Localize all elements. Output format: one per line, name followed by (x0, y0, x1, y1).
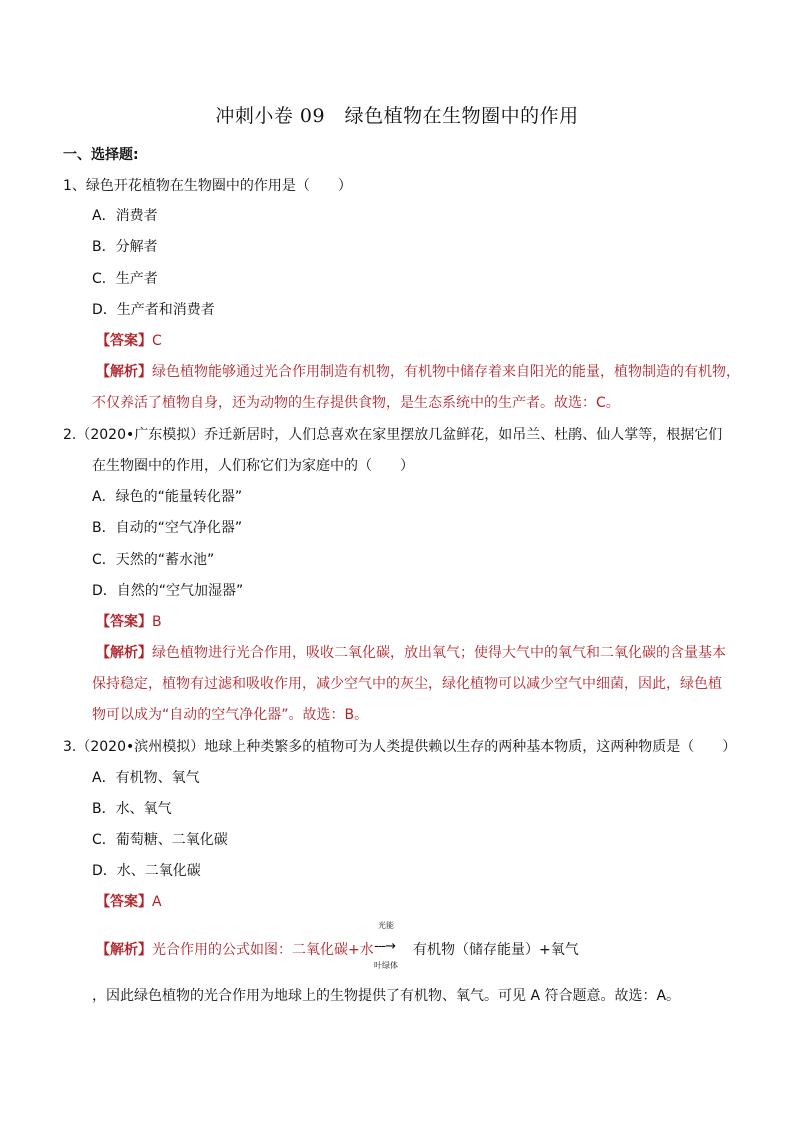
formula-left-side (96, 939, 374, 959)
explanation-label: 【解析】 (96, 364, 152, 380)
q3-answer (96, 892, 162, 912)
q3-option-b: B．水、氧气 (92, 801, 172, 817)
q2-explanation-line-1 (96, 643, 726, 663)
formula-reactants: 光合作用的公式如图：二氧化碳+水 (152, 942, 374, 958)
question-2-stem-line-2: 在生物圈中的作用，人们称它们为家庭中的（ ） (92, 458, 414, 474)
explanation-text: 绿色植物能够通过光合作用制造有机物，有机物中储存着来自阳光的能量，植物制造的有机物， (152, 364, 740, 380)
q3-explanation-line-2: ，因此绿色植物的光合作用为地球上的生物提供了有机物、氧气。可见 A 符合题意。故选：A。 (92, 988, 681, 1004)
question-1-stem: 1、绿色开花植物在生物圈中的作用是（ ） (63, 178, 352, 194)
question-2-stem-line-1: 2.（2020•广东模拟）乔迁新居时，人们总喜欢在家里摆放几盆鲜花，如吊兰、杜鹃、仙人掌等，根据它们 (63, 427, 723, 443)
q2-answer (96, 612, 162, 632)
answer-value: B (152, 614, 162, 630)
question-3-stem: 3.（2020•滨州模拟）地球上种类繁多的植物可为人类提供赖以生存的两种基本物质，这两种物质是（ ） (63, 739, 737, 755)
answer-value: A (152, 894, 162, 910)
q3-option-d: D．水、二氧化碳 (92, 863, 201, 879)
arrow-condition-light: 光能 (378, 921, 394, 930)
answer-label: 【答案】 (96, 614, 152, 630)
page-title: 冲刺小卷 09 绿色植物在生物圈中的作用 (215, 105, 579, 127)
arrow-condition-chloroplast: 叶绿体 (374, 961, 398, 970)
q2-explanation-line-2: 保持稳定，植物有过滤和吸收作用，减少空气中的灰尘，绿化植物可以减少空气中细菌，因此，绿色植 (92, 676, 722, 692)
q1-option-d: D．生产者和消费者 (92, 302, 215, 318)
answer-value: C (152, 333, 162, 349)
formula-products: 有机物（储存能量）+氧气 (413, 942, 579, 958)
explanation-label: 【解析】 (96, 942, 152, 958)
q3-option-c: C．葡萄糖、二氧化碳 (92, 832, 228, 848)
explanation-label: 【解析】 (96, 645, 152, 661)
q1-option-b: B．分解者 (92, 239, 158, 255)
q3-option-a: A．有机物、氧气 (92, 770, 200, 786)
explanation-text: 绿色植物进行光合作用，吸收二氧化碳，放出氧气；使得大气中的氧气和二氧化碳的含量基本 (152, 645, 726, 661)
q1-answer (96, 331, 162, 351)
q1-option-a: A．消费者 (92, 208, 158, 224)
q2-explanation-line-3: 物可以成为“自动的空气净化器”。故选：B。 (92, 707, 369, 723)
section-heading: 一、选择题: (63, 147, 139, 163)
q2-option-a: A．绿色的“能量转化器” (92, 489, 243, 505)
q1-option-c: C．生产者 (92, 271, 158, 287)
q2-option-b: B．自动的“空气净化器” (92, 520, 243, 536)
q2-option-c: C．天然的“蓄水池” (92, 552, 215, 568)
answer-label: 【答案】 (96, 333, 152, 349)
reaction-arrow (374, 920, 410, 972)
q1-explanation-line-1 (96, 362, 740, 382)
q3-explanation-formula (96, 920, 696, 972)
q1-explanation-line-2: 不仅养活了植物自身，还为动物的生存提供食物，是生态系统中的生产者。故选：C。 (92, 395, 620, 411)
arrow-icon: ---→ (374, 939, 395, 954)
answer-label: 【答案】 (96, 894, 152, 910)
q2-option-d: D．自然的“空气加湿器” (92, 583, 244, 599)
